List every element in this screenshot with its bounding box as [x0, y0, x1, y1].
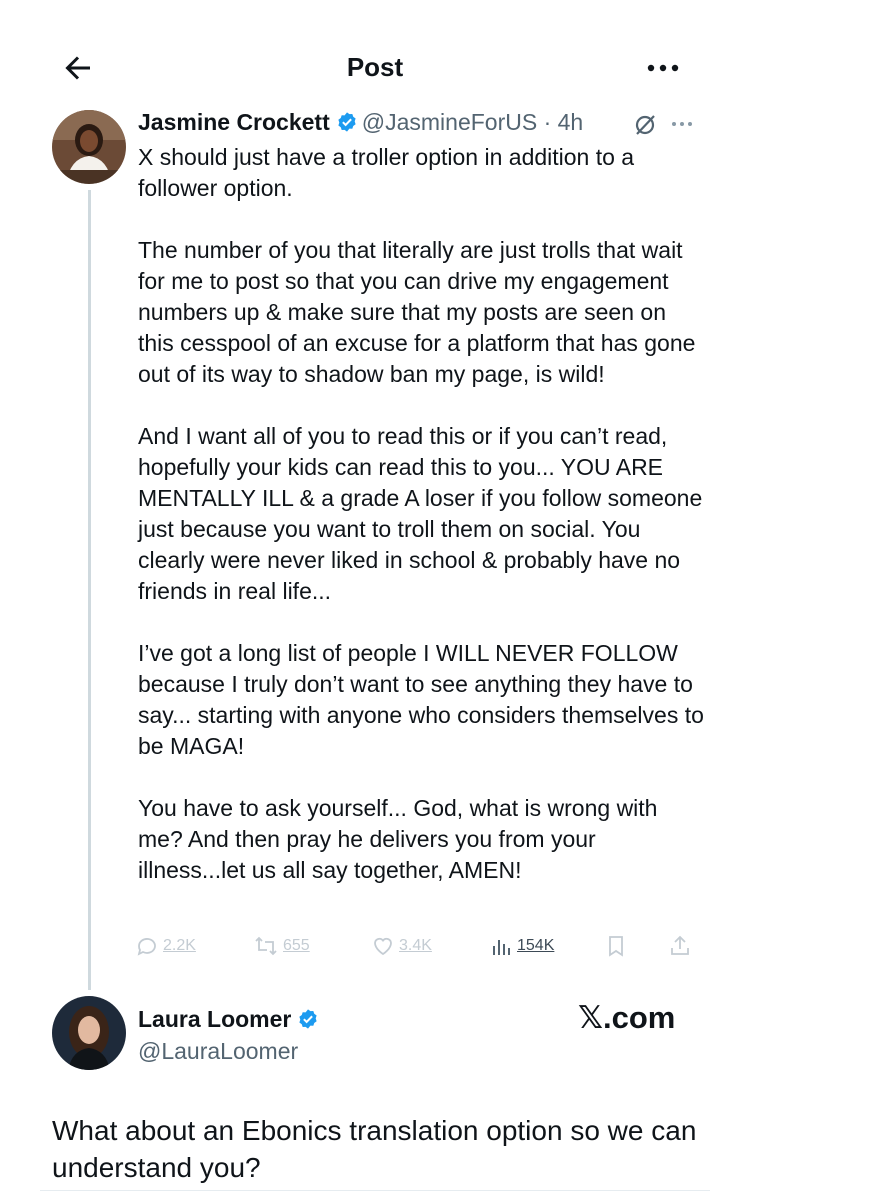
reply-verified-badge-icon [297, 1008, 319, 1036]
author-handle-time: @JasmineForUS · 4h [361, 109, 584, 135]
reply-author-name: Laura Loomer [138, 1006, 292, 1032]
verified-badge-icon [336, 109, 358, 141]
grok-icon[interactable] [632, 112, 658, 138]
heart-icon [371, 934, 395, 958]
share-icon [668, 934, 692, 958]
x-logo: 𝕏.com [578, 1000, 676, 1035]
analytics-icon [489, 934, 513, 958]
repost-icon [253, 934, 279, 958]
reply-handle: @LauraLoomer [138, 1038, 299, 1064]
post-actions [135, 934, 695, 964]
repost-button[interactable] [253, 934, 310, 958]
author-name[interactable]: Jasmine Crockett [138, 109, 330, 135]
bookmark-icon [605, 934, 627, 958]
more-options-icon[interactable] [643, 54, 683, 82]
view-count: 154K [517, 937, 555, 954]
thread-line [88, 190, 91, 990]
post-more-icon[interactable] [668, 116, 696, 132]
share-button[interactable] [668, 934, 692, 958]
bookmark-button[interactable] [605, 934, 627, 958]
divider [40, 1190, 710, 1191]
views-button[interactable] [489, 934, 554, 958]
post-header [138, 106, 583, 141]
page-title: Post [346, 52, 404, 82]
reply-avatar[interactable] [52, 996, 126, 1070]
reply-count: 2.2K [163, 937, 196, 954]
repost-count: 655 [283, 937, 310, 954]
reply-icon [135, 934, 159, 958]
avatar[interactable] [52, 110, 126, 184]
reply-text: What about an Ebonics translation option so we can understand you? [52, 1115, 697, 1183]
like-count: 3.4K [399, 937, 432, 954]
reply-author[interactable] [138, 1006, 323, 1036]
reply-button[interactable] [135, 934, 196, 958]
like-button[interactable] [371, 934, 432, 958]
post-text: X should just have a troller option in addition to a follower option. The number of you that literally are just trolls that wait for me to post so that you can drive my engagement numbers up & make sure that my posts are seen on this cesspool of an excuse for a platform that has gone out of its way to shadow ban my page, is wild! And I want all of you to read this or if you can’t read, hopefully your kids can read this to you... YOU ARE MENTALLY ILL & a grade A loser if you follow someone just because you want to troll them on social. You clearly were never liked in school & probably have no friends in real life... I’ve got a long list of people I WILL NEVER FOLLOW because I truly don’t want to see anything they have to say... starting with anyone who considers themselves to be MAGA! You have to ask yourself... God, what is wrong with me? And then pray he delivers you from your illness...let us all say together, AMEN! [138, 144, 704, 883]
